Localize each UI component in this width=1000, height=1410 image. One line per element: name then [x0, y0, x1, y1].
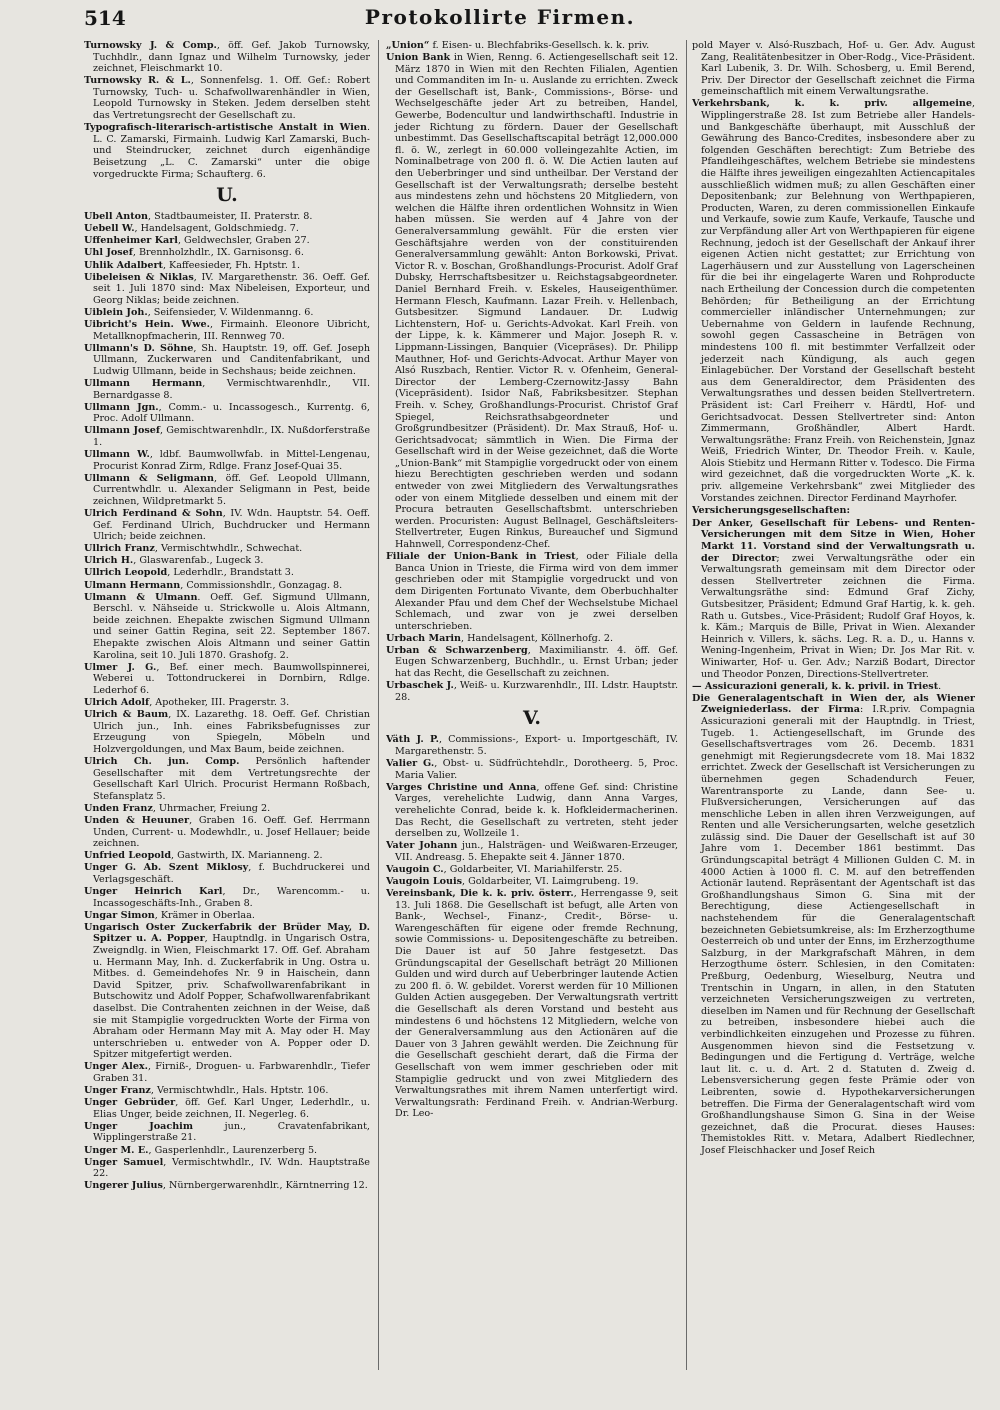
firm-details: , öff. Gef. Leopold Ullmann, Currentwhdlr. u. Alexander Seligmann in Pest, beide zeichnen, Wildpretmarkt 5.	[93, 472, 370, 507]
firm-name: Uhl Josef	[84, 247, 133, 259]
firm-name: Urban & Schwarzenberg	[386, 644, 528, 656]
firm-entry	[84, 1121, 370, 1144]
firm-entry	[84, 247, 370, 259]
firm-details: jun., Cravatenfabrikant, Wipplingerstraße 21.	[93, 1120, 370, 1144]
firm-details: , Kaffeesieder, Fh. Hptstr. 1.	[162, 259, 301, 271]
firm-name: Ubell Anton	[84, 211, 149, 223]
firm-name: Turnowsky J. & Comp.	[84, 40, 217, 51]
firm-details: , f. Buchdruckerei und Verlagsgeschäft.	[93, 862, 370, 885]
firm-details: , Uhrmacher, Freiung 2.	[152, 802, 271, 814]
firm-details: .	[938, 680, 942, 692]
firm-name: Unger Samuel	[84, 1156, 164, 1168]
firm-entry	[386, 734, 678, 757]
firm-name: Urbach Marin	[386, 632, 462, 644]
firm-entry	[84, 1157, 370, 1180]
firm-details: , Firniß-, Droguen- u. Farbwarenhdlr., Tiefer Graben 31.	[93, 1061, 370, 1084]
firm-name: Ullmann's D. Söhne	[84, 342, 194, 354]
firm-entry	[386, 645, 678, 680]
firm-entry	[386, 782, 678, 840]
firm-entry	[84, 307, 370, 319]
firm-name: Uffenheimer Karl	[84, 235, 178, 247]
firm-name: Ullmann Jgn.	[84, 401, 159, 413]
firm-details: , Vermischtwarenhdlr., VII. Bernardgasse 8.	[93, 377, 370, 401]
firm-details: , Sh. Hauptstr. 19, off. Gef. Joseph Ullmann, Zuckerwaren und Canditenfabrikant, und Ludwig Ullmann, beide in Sechshaus; beide zeichnen.	[93, 342, 370, 377]
firm-details: , Handelsagent, Köllnerhofg. 2.	[461, 632, 614, 644]
firm-details: , Hauptndlg. in Ungarisch Ostra, Zweigndlg. in Wien, Fleischmarkt 17. Off. Gef. Abraham u. Hermann May, Inh. d. Zuckerfabrik in Ung. Ostra u. Mitbes. d. Gemeindehofes Nr. 9 in Haischein, dann David Spitzer, priv. Schafwollwarenfabrikant in Butschowitz und Adolf Popper, Schafwollwarenfabrikant daselbst. Die Contrahenten zeichnen in der Weise, daß sie mit Stampiglie vorgedruckten Worte der Firma von Abraham oder Hermann May mit A. May oder H. May unterschrieben u. entweder von A. Popper oder D. Spitzer mitgefertigt werden.	[93, 933, 370, 1061]
firm-entry	[84, 343, 370, 378]
firm-details: , Wipplingerstraße 28. Ist zum Betriebe aller Handels- und Bankgeschäfte überhaupt, mit Ausschluß der Gewährung des Banco-Credites, insbesondere aber zu folgenden Geschäften berechtigt: Zum Betriebe des Pfandleihgeschäftes, welchem Betriebe sie mindestens die Hälfte ihres jeweiligen eingezahlten Actiencapitales ausschließlich widmen muß; zu allen Geschäften einer Depositenbank; zur Belehnung von Werthpapieren, Producten, Waren, zu deren commissionellen Einkaufe und Verkaufe, sowie zum Kaufe, Verkaufe, Tausche und zur Verpfändung aller Art von Werthpapieren für eigene Rechnung, jedoch ist der Gesellschaft der Ankauf ihrer eigenen Actien nicht gestattet; zur Errichtung von Lagerhäusern und zur Ausstellung von Lagerscheinen für die bei ihr eingelagerte Waren und Rohproducte nach Ertheilung der Concession durch die competenten Behörden; für Betheiligung an der Errichtung commercieller inländischer Unternehmungen; zur Uebernahme von Geldern in laufende Rechnung, sowohl gegen Cassascheine in Beträgen von mindestens 100 fl. mit bestimmter Verfallzeit oder jederzeit nach Kündigung, als auch gegen Einlagebücher. Der Vorstand der Gesellschaft besteht aus dem Generaldirector, dem Präsidenten des Verwaltungsrathes und dessen beiden Stellvertretern. Präsident ist: Carl Freiherr v. Härdtl, Hof- und Gerichtsadvocat. Dessen Stellvertreter sind: Anton Zimmermann, Großhändler, Albert Hardt. Verwaltungsräthe: Franz Freih. von Reichenstein, Jgnaz Weiß, Friedrich Winter, Dr. Theodor Freih. v. Kaule, Alois Stiebitz und Hermann Ritter v. Todesco. Die Firma wird gezeichnet, daß die vorgedruckten Worte „K. k. priv. allgemeine Verkehrsbank“ zwei Mitglieder des Vorstandes zeichnen. Director Ferdinand Mayrhofer.	[701, 98, 975, 504]
firm-entry	[84, 425, 370, 448]
firm-details: . Oeff. Gef. Sigmund Ullmann, Berschl. v. Nähseide u. Strickwolle u. Alois Altmann, beide zeichnen. Ehepakte zwischen Sigmund Ullmann und seiner Gattin Regina, seit 22. September 1867. Ehepakte zwischen Alois Altmann und seiner Gattin Karolina, seit 10. Juli 1870. Grashofg. 2.	[93, 591, 370, 661]
firm-entry	[84, 319, 370, 342]
firm-details: , Dr., Warencomm.- u. Incassogeschäfts-Inh., Graben 8.	[93, 885, 370, 909]
firm-entry	[84, 378, 370, 401]
firm-name: Valier G.	[386, 758, 435, 770]
firm-details: , Krämer in Oberlaa.	[154, 909, 255, 921]
firm-details: , Handelsagent, Goldschmiedg. 7.	[134, 223, 299, 235]
firm-details: , Gastwirth, IX. Marianneng. 2.	[171, 850, 323, 862]
firm-name: Ulrich Adolf	[84, 696, 150, 708]
firm-name: Uibeleisen & Niklas	[84, 271, 194, 283]
firm-entry	[84, 235, 370, 247]
firm-name: Ulrich Ferdinand & Sohn	[84, 507, 223, 519]
firm-name: Uhlik Adalbert	[84, 259, 163, 271]
firm-entry	[84, 592, 370, 662]
firm-details: , öff. Gef. Karl Unger, Lederhdlr., u. Elias Unger, beide zeichnen, II. Negerleg. 6.	[93, 1097, 370, 1120]
firm-details: , Sonnenfelsg. 1. Off. Gef.: Robert Turnowsky, Tuch- u. Schafwollwarenhändler in Wien, Leopold Turnowsky in Steken. Jedem derselben steht das Vertretungsrecht der Gesellschaft zu.	[93, 75, 370, 122]
firm-entry	[84, 1061, 370, 1084]
firm-name: Unger Heinrich Karl	[84, 885, 223, 897]
firm-details: , Nürnbergerwarenhdlr., Kärntnerring 12.	[162, 1180, 368, 1192]
firm-details: , IV. Margarethenstr. 36. Oeff. Gef. seit 1. Juli 1870 sind: Max Nibeleisen, Exporteur, und Georg Niklas; beide zeichnen.	[93, 271, 370, 306]
firm-name: Uebell W.	[84, 223, 135, 235]
firm-name: Väth J. P.	[386, 734, 440, 746]
firm-entry	[692, 693, 975, 1157]
section-letter: V.	[522, 707, 542, 730]
firm-entry	[84, 862, 370, 885]
firm-name: — Assicurazioni generali, k. k. privil. in Triest	[692, 680, 939, 692]
firm-details: , IX. Lazarethg. 18. Oeff. Gef. Christian Ulrich jun., Inh. eines Fabriksbefugnisses zur Erzeugung von Spiegeln, Möbeln und Holzvergoldungen, und Max Baum, beide zeichnen.	[93, 709, 370, 755]
firm-entry	[84, 803, 370, 815]
firm-details: , Maximilianstr. 4. öff. Gef. Eugen Schwarzenberg, Buchhdlr., u. Ernst Urban; jeder hat das Recht, die Gesellschaft zu zeichnen.	[395, 644, 678, 680]
firm-details: , IV. Wdn. Hauptstr. 54. Oeff. Gef. Ferdinand Ulrich, Buchdrucker und Hermann Ulrich; beide zeichnen.	[93, 507, 370, 543]
firm-name: Ungerer Julius	[84, 1180, 163, 1192]
section-letter: U.	[216, 184, 238, 207]
firm-entry	[84, 709, 370, 755]
firm-name: Unger Gebrüder	[84, 1097, 176, 1109]
firm-name: Ulrich Ch. jun. Comp.	[84, 755, 240, 767]
firm-details: , Geldwechsler, Graben 27.	[177, 235, 310, 247]
column-divider	[686, 40, 687, 1370]
firm-name: Ullmann W.	[84, 449, 150, 460]
firm-name: Varges Christine und Anna	[386, 781, 537, 793]
firm-details: ; zwei Verwaltungsräthe oder ein Verwaltungsrath gemeinsam mit dem Director oder dessen Stellvertreter zeichnen die Firma. Verwaltungsräthe sind: Edmund Graf Zichy, Gutsbesitzer, Präsident; Edmund Graf Hartig, k. k. geh. Rath u. Gutsbes., Vice-Präsident; Rudolf Graf Hoyos, k. k. Käm.; Marquis de Bille, Privat in Wien. Alexander Heinrich v. Villers, k. sächs. Leg. R. a. D., u. Hanns v. Wening-Ingenheim, Privat in Wien; Dr. Jos Mar Rit. v. Winiwarter, Hof- u. Ger. Adv.; Narziß Bodart, Director und Theodor Ponzen, Directions-Stellvertreter.	[701, 552, 975, 680]
firm-details: , Seifensieder, V. Wildenmanng. 6.	[147, 306, 314, 318]
firm-entry	[84, 122, 370, 180]
firm-name: Unden & Heuuner	[84, 814, 190, 826]
firm-details: pold Mayer v. Alsó-Ruszbach, Hof- u. Ger. Adv. August Zang, Realitätenbesitzer in Ober-Rodg., Vice-Präsident. Karl Lubenik, 3. Dr. Wilh. Schosberg, u. Emil Berend, Priv. Der Director der Gesellschaft zeichnet die Firma gemeinschaftlich mit einem Verwaltungsrathe.	[692, 40, 975, 98]
firm-entry	[84, 922, 370, 1061]
firm-details: , Vermischtwhdlr., Schwechat.	[154, 543, 303, 555]
firm-entry	[84, 910, 370, 922]
firm-name: „Union“	[386, 40, 430, 51]
firm-entry	[84, 1180, 370, 1192]
section-heading: Versicherungsgesellschaften:	[692, 505, 851, 517]
firm-details: jun., Halsträgen- und Weißwaren-Erzeuger, VII. Andreasg. 5. Ehepakte seit 4. Jänner 1870.	[395, 840, 678, 863]
firm-name: Unfried Leopold	[84, 850, 172, 862]
firm-entry	[84, 567, 370, 579]
firm-entry	[84, 260, 370, 272]
firm-name: Ulmer J. G.	[84, 661, 157, 673]
column-1	[84, 40, 370, 1398]
firm-name: Filiale der Union-Bank in Triest	[386, 551, 576, 563]
firm-name: Ullrich Leopold	[84, 567, 168, 579]
firm-entry	[386, 551, 678, 632]
column-3	[692, 40, 975, 1398]
firm-name: Ullmann & Seligmann	[84, 472, 214, 484]
firm-entry	[386, 680, 678, 703]
firm-entry	[84, 40, 370, 75]
firm-entry	[386, 864, 678, 876]
firm-name: Vater Johann	[386, 840, 458, 852]
firm-name: Ullmann Josef	[84, 425, 161, 437]
firm-entry	[84, 697, 370, 709]
firm-name: Uiblein Joh.	[84, 306, 148, 318]
firm-name: Der Anker, Gesellschaft für Lebens- und Renten-Versicherungen mit dem Sitze in Wien, Hoher Markt 11. Vorstand sind der Verwaltungsrath u. der Director	[692, 517, 975, 564]
firm-details: : I.R.priv. Compagnia Assicurazioni generali mit der Hauptndlg. in Triest, Tugeb. 1. Actiengesellschaft, im Grunde des Gesellschaftsvertrages vom 26. Decemb. 1831 genehmigt mit Regierungsdecrete vom 18. Mai 1832 errichtet. Zweck der Gesellschaft ist Versicherungen zu übernehmen gegen Schadendurch Feuer, Warentransporte zu Lande, dann See- u. Flußversicherungen, Versicherungen auf das menschliche Leben in allen ihren Verzweigungen, auf Renten und alle Versicherungsarten, welche gesetzlich zulässig sind. Die Dauer der Gesellschaft ist auf 30 Jahre vom 1. December 1861 bestimmt. Das Gründungscapital beträgt 4 Millionen Gulden C. M. in 4000 Actien à 1000 fl. C. M. auf den betreffenden Actionär lautend. Repräsentant der Agentschaft ist das Großhandlungshaus Simon G. Sina mit der Berechtigung, diese Actiengesellschaft in nachstehendem für die Generalagentschaft bezeichneten Gebietsumkreise, als: Im Erzherzogthume Oesterreich ob und unter der Enns, im Erzherzogthume Salzburg, in der Markgrafschaft Mähren, in dem Herzogthume österr. Schlesien, in den Comitaten: Preßburg, Oedenburg, Wieselburg, Neutra und Trentschin in Ungarn, in allen, in den Statuten verzeichneten Versicherungszweigen zu vertreten, dieselben im Namen und für Rechnung der Gesellschaft zu betreiben, insbesondere hiebei auch die verbindlichkeiten einzugehen und Prozesse zu führen. Ausgenommen hievon sind die Festsetzung v. Bedingungen und die Fertigung d. Verträge, welche laut lit. c. u. d. Art. 2 d. Statuten d. Zweig d. Lebensversicherung gegen feste Prämie oder von Leibrenten, sowie d. Hypothekarversicherungen betreffen. Die Firma der Generalagentschaft wird vom Großhandlungshause Simon G. Sina in der Weise gezeichnet, daß die Procurat. dieses Hauses: Themistokles Ritt. v. Metara, Adalbert Riedlechner, Josef Fleischhacker und Josef Reich	[701, 704, 975, 1156]
firm-entry	[84, 473, 370, 508]
page-header	[0, 0, 1000, 40]
firm-entry	[692, 681, 975, 693]
firm-name: Uibricht's Hein. Wwe.	[84, 318, 210, 330]
firm-entry	[84, 211, 370, 223]
firm-details: , Commissions-, Export- u. Importgeschäft, IV. Margarethenstr. 5.	[395, 734, 678, 757]
firm-name: Urbaschek J.	[386, 680, 454, 692]
firm-name: Ungar Simon	[84, 909, 155, 921]
firm-details: Persönlich haftender Gesellschafter mit dem Vertretungsrechte der Gesellschaft Karl Ulrich. Procurist Hermann Roßbach, Stefansplatz 5.	[93, 755, 370, 802]
column-divider	[378, 40, 379, 1370]
firm-details: , Commissionshdlr., Gonzagag. 8.	[180, 579, 343, 591]
firm-details: , Bef. einer mech. Baumwollspinnerei, Weberei u. Tottondruckerei in Dornbirn, Rdlge. Lederhof 6.	[93, 661, 370, 696]
firm-name: Vereinsbank, Die k. k. priv. österr.	[386, 888, 574, 900]
firm-details: , Obst- u. Südfrüchtehdlr., Dorotheerg. 5, Proc. Maria Valier.	[395, 758, 678, 781]
firm-name: Unger G. Ab. Szent Miklosy	[84, 862, 249, 874]
firm-name: Die Generalagentschaft in Wien der, als Wiener Zweigniederlass. der Firma	[692, 692, 975, 716]
firm-details: , offene Gef. sind: Christine Varges, verehelichte Ludwig, dann Anna Varges, verehelichte Conrad, beide k. k. Hofkleidermacherinen. Das Recht, die Gesellschaft zu vertreten, steht jeder derselben zu, Wollzeile 1.	[395, 781, 678, 840]
firm-name: Ulrich H.	[84, 555, 134, 567]
firm-details: , ldbf. Baumwollwfab. in Mittel-Lengenau, Procurist Konrad Zirm, Rdlge. Franz Josef-Quai 35.	[93, 449, 370, 472]
firm-name: Vaugoin C.	[386, 863, 444, 875]
firm-name: Ulmann & Ulmann	[84, 591, 198, 603]
firm-entry	[692, 518, 975, 680]
firm-name: Unger Franz	[84, 1085, 151, 1097]
firm-entry	[386, 758, 678, 781]
firm-details: , oder Filiale della Banca Union in Trieste, die Firma wird von dem immer geschrieben oder mit Stampiglie vorgedruckt und von dem Dirigenten Fortunato Vivante, dem Oberbuchhalter Alexander Pfau und dem Chef der Wechselstube Michael Schlemach, und zwar von je zwei derselben unterschrieben.	[395, 551, 678, 632]
firm-details: , Weiß- u. Kurzwarenhdlr., III. Ldstr. Hauptstr. 28.	[395, 680, 678, 703]
firm-details: in Wien, Renng. 6. Actiengesellschaft seit 12. März 1870 in Wien mit den Rechten Filialen, Agentien und Commanditen im In- u. Auslande zu errichten. Zweck der Gesellschaft ist, Bank-, Commissions-, Börse- und Wechselgeschäfte jeder Art zu betreiben, Handel, Gewerbe, Bodencultur und landwirthschaftl. Industrie in jeder Richtung zu fördern. Dauer der Gesellschaft unbestimmt. Das Gesellschaftscapital beträgt 12,000.000 fl. ö. W., zerlegt in 60.000 volleingezahlte Actien, im Nominalbetrage von 200 fl. ö. W. Die Actien lauten auf den Ueberbringer und sind untheilbar. Der Verstand der Gesellschaft ist der Verwaltungsrath; derselbe besteht aus mindestens zehn und höchstens 20 Mitgliedern, von welchen die Hälfte ihren ordentlichen Wohnsitz in Wien haben müssen. Sie werden auf 4 Jahre von der Generalversammlung gewählt. Für die ersten vier Geschäftsjahre werden von der constituirenden Generalversammlung gewählt: Anton Borkowski, Privat. Victor R. v. Boschan, Großhandlungs-Procurist. Adolf Graf Dubsky, Herrschaftsbesitzer u. Reichstagsabgeordneter. Daniel Bernhard Freih. v. Eskeles, Hauseigenthümer. Hermann Flesch, Kaufmann. Lazar Freih. v. Hellenbach, Gutsbesitzer. Sigmund Landauer. Dr. Ludwig Lichtenstern, Hof- u. Gerichts-Advokat. Karl Freih. von der Lippe, k. k. Kämmerer und Major. Joseph R. v. Lippmann-Lissingen, Banquier (Vicepräses). Dr. Philipp Mauthner, Hof- und Gerichts-Advocat. Arthur Mayer von Alsó Ruszbach, Rentier. Victor R. v. Ofenheim, General-Director der Lemberg-Czernowitz-Jassy Bahn (Vicepräsident). Isidor Naß, Fabriksbesitzer. Stephan Freih. v. Schey, Großhandlungs-Procurist. Christof Graf Spiegel, Reichsrathsabgeordneter und Großgrundbesitzer (Präsident). Dr. Max Strauß, Hof- u. Gerichtsadvocat; sämmtlich in Wien. Die Firma der Gesellschaft wird in der Weise gezeichnet, daß die Worte „Union-Bank“ mit Stampiglie vorgedruckt oder von einem hiezu Berechtigten geschrieben werden und sodann entweder von zwei Mitgliedern des Verwaltungsrathes oder von einem Mitgliede desselben und einem mit der Procura betrauten Gesellschaftsbmt. unterschrieben werden. Procuristen: August Bellnagel, Geschäftsleiters-Stellvertreter, Eugen Rinkus, Bureauchef und Sigmund Hahnwell, Correspondenz-Chef.	[395, 52, 678, 551]
firm-entry	[84, 886, 370, 909]
firm-details: , Apotheker, III. Pragerstr. 3.	[149, 696, 290, 708]
firm-entry	[84, 1097, 370, 1120]
firm-entry	[84, 223, 370, 235]
firm-details: , öff. Gef. Jakob Turnowsky, Tuchhdlr., dann Ignaz und Wilhelm Turnowsky, jeder zeichnet, Fleischmarkt 10.	[93, 40, 370, 75]
firm-entry	[84, 508, 370, 543]
firm-name: Verkehrsbank, k. k. priv. allgemeine	[692, 98, 972, 110]
firm-details: , Graben 16. Oeff. Gef. Herrmann Unden, Current- u. Modewhdlr., u. Josef Hellauer; beide zeichnen.	[93, 814, 370, 850]
firm-entry	[84, 815, 370, 850]
firm-entry	[84, 580, 370, 592]
firm-entry	[84, 272, 370, 307]
firm-details: f. Eisen- u. Blechfabriks-Gesellsch. k. k. priv.	[429, 40, 650, 51]
firm-name: Unger M. E.	[84, 1144, 149, 1156]
firm-entry	[386, 633, 678, 645]
firm-name: Union Bank	[386, 52, 451, 64]
firm-name: Vaugoin Louis	[386, 875, 462, 887]
firm-name: Typografisch-literarisch-artistische Anstalt in Wien	[84, 122, 367, 134]
firm-details: , Vermischtwhdlr., Hals. Hptstr. 106.	[150, 1085, 329, 1097]
firm-details: , Gasperlenhdlr., Laurenzerberg 5.	[148, 1144, 318, 1156]
firm-entry	[386, 888, 678, 1120]
firm-entry	[386, 52, 678, 551]
firm-details: , Lederhdlr., Brandstatt 3.	[167, 567, 294, 579]
firm-entry	[84, 1145, 370, 1157]
firm-details: , Herrengasse 9, seit 13. Juli 1868. Die Gesellschaft ist befugt, alle Arten von Bank-, Wechsel-, Finanz-, Credit-, Börse- u. Warengeschäften für eigene oder fremde Rechnung, sowie Commissions- u. Depositengeschäfte zu betreiben. Die Dauer ist auf 50 Jahre festgesetzt. Das Gründungscapital der Gesellschaft beträgt 20 Millionen Gulden und wird durch auf Ueberbringer lautende Actien zu 200 fl. ö. W. gebildet. Vorerst werden für 10 Millionen Gulden Actien ausgegeben. Der Verwaltungsrath vertritt die Gesellschaft als deren Vorstand und besteht aus mindestens 6 und höchstens 12 Mitgliedern, welche von der Generalversammlung aus den Actionären auf die Dauer von 3 Jahren gewählt werden. Die Zeichnung für die Gesellschaft geschieht derart, daß die Firma der Gesellschaft von wem immer geschrieben oder mit Stampiglie gedruckt und von zwei Mitgliedern des Verwaltungsrathes mit ihrem Namen unterfertigt wird. Verwaltungsrath: Ferdinand Freih. v. Andrian-Werburg. Dr. Leo-	[395, 888, 678, 1120]
firm-entry	[84, 1085, 370, 1097]
firm-entry	[692, 40, 975, 98]
firm-entry	[84, 850, 370, 862]
firm-details: , Goldarbeiter, VI. Laimgrubeng. 19.	[462, 875, 639, 887]
firm-entry	[84, 402, 370, 425]
firm-name: Unden Franz	[84, 802, 153, 814]
firm-name: Ulmann Hermann	[84, 579, 181, 591]
firm-name: Ullrich Franz	[84, 543, 155, 555]
firm-details: , Firmainh. Eleonore Uibricht, Metallknopfmacherin, III. Rennweg 70.	[93, 318, 370, 342]
firm-details: , Vermischtwhdlr., IV. Wdn. Hauptstraße 22.	[93, 1156, 370, 1180]
firm-details: , Gemischtwarenhdlr., IX. Nußdorferstraße 1.	[93, 425, 370, 448]
firm-entry	[84, 543, 370, 555]
page-title: Protokollirte Firmen.	[364, 5, 636, 29]
firm-entry	[692, 98, 975, 504]
firm-name: Ullmann Hermann	[84, 377, 203, 389]
page-number: 514	[84, 6, 126, 30]
firm-details: , Goldarbeiter, VI. Mariahilferstr. 25.	[443, 863, 623, 875]
firm-name: Turnowsky R. & L.	[84, 75, 191, 87]
firm-details: , Comm.- u. Incassogesch., Kurrentg. 6, Proc. Adolf Ullmann.	[93, 401, 370, 425]
firm-name: Unger Alex.	[84, 1061, 148, 1073]
firm-details: . L. C. Zamarski, Firmainh. Ludwig Karl Zamarski, Buch- und Steindrucker, zeichnet durch eigenhändige Beisetzung „L. C. Zamarski“ unter die obige vorgedruckte Firma; Schaufterg. 6.	[93, 122, 370, 180]
firm-details: , Glaswarenfab., Lugeck 3.	[133, 555, 264, 567]
firm-entry	[84, 75, 370, 121]
firm-entry	[84, 449, 370, 472]
firm-entry	[386, 876, 678, 888]
firm-entry	[386, 840, 678, 863]
column-2	[386, 40, 678, 1398]
firm-entry	[84, 555, 370, 567]
firm-entry	[84, 662, 370, 697]
firm-name: Ungarisch Oster Zuckerfabrik der Brüder May, D. Spitzer u. A. Popper	[84, 921, 370, 945]
firm-name: Unger Joachim	[84, 1120, 193, 1132]
firm-details: , Brennholzhdlr., IX. Garnisonsg. 6.	[132, 247, 304, 259]
firm-entry	[386, 40, 678, 52]
firm-entry	[84, 756, 370, 802]
firm-details: , Stadtbaumeister, II. Praterstr. 8.	[148, 211, 313, 223]
firm-name: Ulrich & Baum	[84, 709, 169, 721]
